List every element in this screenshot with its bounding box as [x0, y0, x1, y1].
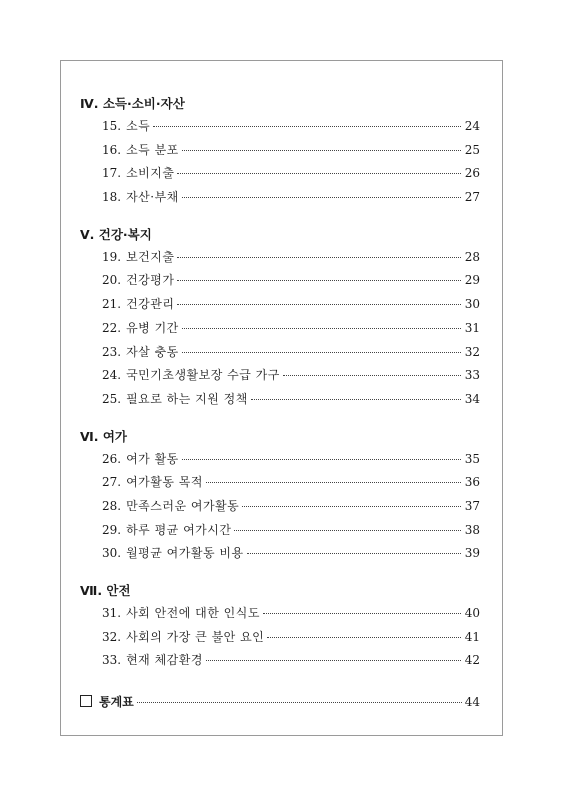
entry-label: 소비지출	[126, 166, 175, 181]
entry-number: 28.	[102, 498, 122, 513]
toc-entry[interactable]	[80, 448, 480, 472]
leader-dots	[182, 197, 461, 198]
entry-number: 19.	[102, 249, 122, 264]
entry-label: 유병 기간	[126, 320, 179, 335]
entry-number: 22.	[102, 320, 122, 335]
leader-dots	[182, 150, 461, 151]
leader-dots	[177, 257, 461, 258]
toc-entry[interactable]	[80, 115, 480, 139]
entry-page: 37	[464, 498, 480, 513]
checkbox-square-icon	[80, 695, 92, 707]
entry-page: 40	[464, 606, 480, 620]
entry-page: 36	[464, 475, 480, 490]
leader-dots	[251, 399, 461, 400]
entry-number: 16.	[102, 142, 122, 157]
entry-label: 소득 분포	[126, 142, 179, 157]
section-gap	[80, 210, 480, 224]
toc-entry[interactable]	[80, 602, 480, 626]
toc-entry[interactable]	[80, 495, 480, 519]
entry-label: 건강평가	[126, 273, 175, 288]
toc-entry[interactable]	[80, 341, 480, 365]
entry-label: 월평균 여가활동 비용	[126, 546, 244, 561]
table-of-contents	[80, 93, 480, 713]
entry-label: 하루 평균 여가시간	[126, 522, 232, 537]
toc-section-leisure	[80, 426, 480, 566]
entry-number: 32.	[102, 629, 122, 644]
entry-number: 20.	[102, 273, 122, 288]
entry-page: 33	[464, 368, 480, 383]
entry-page: 38	[464, 522, 480, 537]
toc-entry[interactable]	[80, 364, 480, 388]
leader-dots	[206, 660, 461, 661]
entry-number: 18.	[102, 190, 122, 205]
toc-entry[interactable]	[80, 186, 480, 210]
leader-dots	[182, 328, 461, 329]
leader-dots	[234, 530, 461, 531]
entry-label: 여가 활동	[126, 451, 179, 466]
section-title: Ⅳ. 소득·소비·자산	[80, 96, 185, 111]
toc-entry[interactable]	[80, 649, 480, 673]
entry-number: 25.	[102, 391, 122, 406]
entry-page: 34	[464, 391, 480, 406]
toc-entry[interactable]	[80, 162, 480, 186]
toc-entry[interactable]	[80, 471, 480, 495]
entry-page: 44	[464, 695, 480, 710]
entry-page: 39	[464, 546, 480, 561]
leader-dots	[182, 459, 461, 460]
toc-entry[interactable]	[80, 542, 480, 566]
entry-number: 24.	[102, 368, 122, 383]
leader-dots	[137, 702, 462, 703]
entry-page: 42	[464, 653, 480, 668]
entry-label: 만족스러운 여가활동	[126, 498, 240, 513]
entry-number: 27.	[102, 475, 122, 490]
entry-number: 29.	[102, 522, 122, 537]
leader-dots	[242, 506, 461, 507]
entry-page: 32	[464, 344, 480, 359]
entry-number: 31.	[102, 606, 122, 620]
section-title: Ⅴ. 건강·복지	[80, 226, 152, 242]
entry-number: 23.	[102, 344, 122, 359]
leader-dots	[177, 304, 461, 305]
section-gap	[80, 412, 480, 426]
section-title: Ⅵ. 여가	[80, 428, 127, 444]
toc-entry[interactable]	[80, 317, 480, 341]
entry-number: 33.	[102, 653, 122, 668]
entry-page: 27	[464, 190, 480, 205]
entry-page: 26	[464, 166, 480, 181]
toc-entry[interactable]	[80, 269, 480, 293]
entry-page: 25	[464, 142, 480, 157]
toc-entry[interactable]	[80, 293, 480, 317]
statistics-title: 통계표	[99, 695, 134, 710]
leader-dots	[283, 375, 461, 376]
toc-section-safety	[80, 580, 480, 673]
entry-label: 소득	[126, 119, 151, 133]
section-title: Ⅶ. 안전	[80, 583, 131, 598]
entry-label: 사회의 가장 큰 불안 요인	[126, 629, 265, 644]
toc-entry[interactable]	[80, 246, 480, 270]
entry-page: 29	[464, 273, 480, 288]
leader-dots	[247, 553, 461, 554]
entry-page: 28	[464, 249, 480, 264]
leader-dots	[267, 637, 461, 638]
entry-label: 국민기초생활보장 수급 가구	[126, 368, 280, 383]
toc-entry[interactable]	[80, 519, 480, 543]
entry-label: 자살 충동	[126, 344, 179, 359]
entry-label: 필요로 하는 지원 정책	[126, 391, 248, 406]
entry-number: 17.	[102, 166, 122, 181]
toc-section-income	[80, 93, 480, 210]
entry-label: 건강관리	[126, 297, 175, 312]
leader-dots	[206, 482, 461, 483]
entry-label: 자산·부채	[126, 190, 179, 205]
leader-dots	[177, 173, 461, 174]
entry-number: 21.	[102, 297, 122, 312]
toc-section-health	[80, 224, 480, 412]
entry-label: 사회 안전에 대한 인식도	[126, 606, 260, 620]
entry-label: 보건지출	[126, 249, 175, 264]
entry-page: 31	[464, 320, 480, 335]
entry-number: 15.	[102, 119, 122, 133]
section-gap	[80, 673, 480, 691]
toc-entry[interactable]	[80, 388, 480, 412]
entry-label: 현재 체감환경	[126, 653, 203, 668]
entry-page: 41	[464, 629, 480, 644]
entry-label: 여가활동 목적	[126, 475, 203, 490]
entry-page: 24	[464, 119, 480, 133]
entry-page: 35	[464, 451, 480, 466]
toc-entry[interactable]	[80, 626, 480, 650]
entry-page: 30	[464, 297, 480, 312]
section-gap	[80, 566, 480, 580]
leader-dots	[182, 352, 461, 353]
leader-dots	[153, 126, 461, 127]
entry-number: 26.	[102, 451, 122, 466]
entry-number: 30.	[102, 546, 122, 561]
toc-entry[interactable]	[80, 139, 480, 163]
leader-dots	[263, 613, 461, 614]
leader-dots	[177, 280, 461, 281]
toc-entry-statistics[interactable]	[80, 691, 480, 713]
